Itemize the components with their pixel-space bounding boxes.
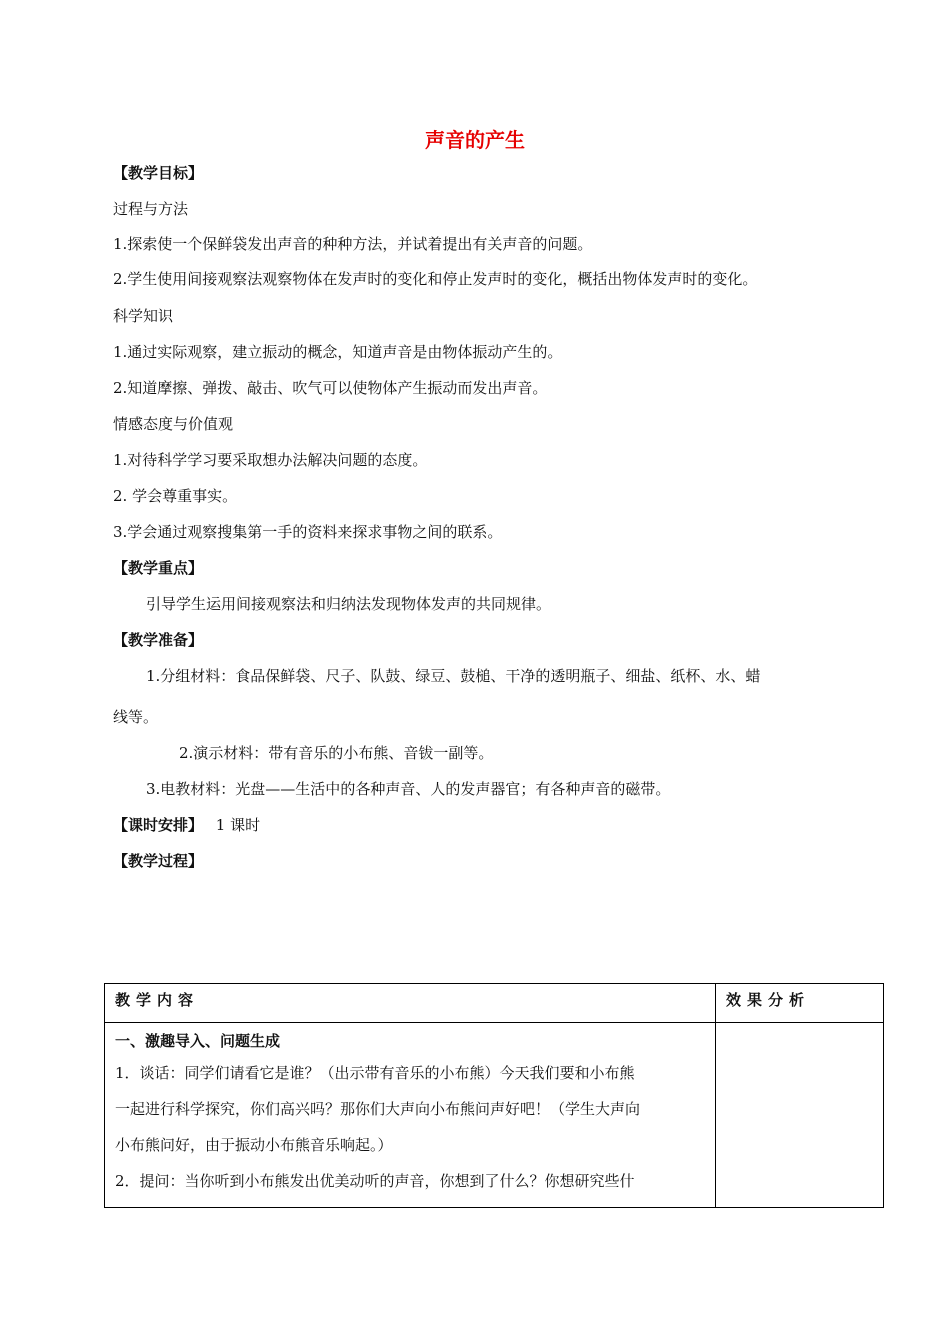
process-method-heading: 过程与方法 xyxy=(113,200,189,218)
header-content-cell xyxy=(105,984,716,1023)
preparation-item-3: 3.电教材料：光盘——生活中的各种声音、人的发声器官；有各种声音的磁带。 xyxy=(146,780,671,798)
table-row xyxy=(105,1023,884,1208)
attitude-item: 3.学会通过观察搜集第一手的资料来探求事物之间的联系。 xyxy=(113,523,503,541)
header-analysis-label: 效果分析 xyxy=(726,991,811,1009)
content-line: 1．谈话：同学们请看它是谁？（出示带有音乐的小布熊）今天我们要和小布熊 xyxy=(115,1064,635,1082)
knowledge-heading: 科学知识 xyxy=(113,307,174,325)
attitude-item: 2. 学会尊重事实。 xyxy=(113,487,238,505)
key-points-text: 引导学生运用间接观察法和归纳法发现物体发声的共同规律。 xyxy=(146,595,552,613)
table-header-row xyxy=(105,984,884,1023)
preparation-item-2: 2.演示材料：带有音乐的小布熊、音钹一副等。 xyxy=(179,744,494,762)
page-title: 声音的产生 xyxy=(425,128,525,152)
teaching-process-table xyxy=(104,983,884,1208)
objectives-heading: 【教学目标】 xyxy=(113,164,204,182)
knowledge-item: 1.通过实际观察，建立振动的概念，知道声音是由物体振动产生的。 xyxy=(113,343,563,361)
schedule-heading: 【课时安排】 xyxy=(113,816,204,834)
schedule-line xyxy=(113,814,260,836)
section-title: 一、激趣导入、问题生成 xyxy=(115,1032,281,1050)
header-analysis-cell xyxy=(716,984,884,1023)
objective-item: 2.学生使用间接观察法观察物体在发声时的变化和停止发声时的变化，概括出物体发声时的变化。 xyxy=(113,270,758,288)
objective-item: 1.探索使一个保鲜袋发出声音的种种方法，并试着提出有关声音的问题。 xyxy=(113,235,593,253)
knowledge-item: 2.知道摩擦、弹拨、敲击、吹气可以使物体产生振动而发出声音。 xyxy=(113,379,548,397)
content-line: 小布熊问好，由于振动小布熊音乐响起。） xyxy=(115,1136,393,1154)
preparation-heading: 【教学准备】 xyxy=(113,631,204,649)
schedule-value: 1 课时 xyxy=(215,816,261,834)
attitude-item: 1.对待科学学习要采取想办法解决问题的态度。 xyxy=(113,451,428,469)
key-points-heading: 【教学重点】 xyxy=(113,559,204,577)
content-cell xyxy=(105,1023,716,1208)
attitude-heading: 情感态度与价值观 xyxy=(113,415,234,433)
preparation-item-1-cont: 线等。 xyxy=(113,708,159,726)
process-heading: 【教学过程】 xyxy=(113,852,204,870)
content-line: 一起进行科学探究，你们高兴吗？那你们大声向小布熊问声好吧！（学生大声向 xyxy=(115,1100,641,1118)
content-line: 2．提问：当你听到小布熊发出优美动听的声音，你想到了什么？你想研究些什 xyxy=(115,1172,635,1190)
analysis-cell xyxy=(716,1023,884,1208)
header-content-label: 教学内容 xyxy=(115,991,200,1009)
preparation-item-1: 1.分组材料：食品保鲜袋、尺子、队鼓、绿豆、鼓槌、干净的透明瓶子、细盐、纸杯、水、蜡 xyxy=(146,667,761,685)
